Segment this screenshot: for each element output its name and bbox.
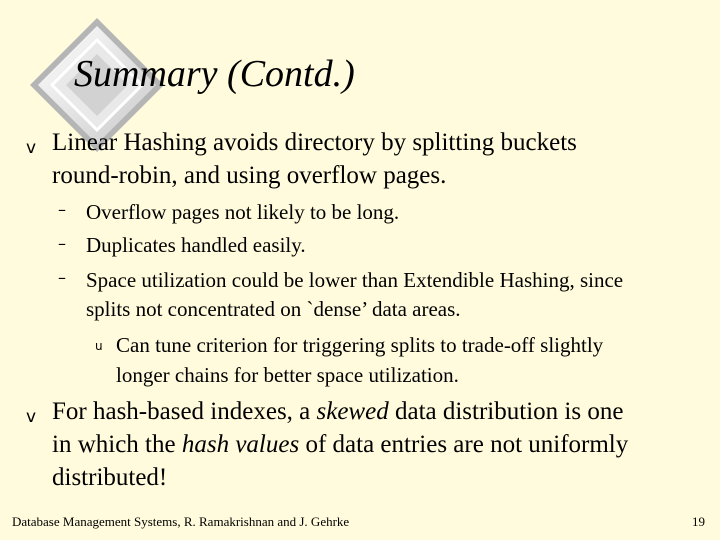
sub-sub-bullet-line-1: Can tune criterion for triggering splits to trade-off slightly (116, 333, 604, 357)
bullet-1-line-2: round-robin, and using overflow pages. (52, 162, 447, 189)
bullet-marker: v (26, 138, 37, 158)
bullet-2-line-2 (52, 428, 628, 461)
bullet-marker: v (26, 407, 37, 427)
bullet-2-line-1 (52, 395, 623, 428)
bullet-2-text: data distribution is one (388, 398, 624, 425)
footer-credit: Database Management Systems, R. Ramakrishnan and J. Gehrke (12, 514, 350, 529)
emphasis-hash-values: hash values (181, 431, 300, 458)
page-number: 19 (692, 514, 705, 529)
bullet-1-line-1: Linear Hashing avoids directory by splitting buckets (52, 129, 577, 156)
emphasis-skewed: skewed (316, 398, 389, 425)
sub-bullet-1: Overflow pages not likely to be long. (86, 200, 400, 224)
bullet-2-text: For hash-based indexes, a (52, 398, 317, 425)
sub-bullet-3-line-1: Space utilization could be lower than Extendible Hashing, since (86, 268, 624, 292)
sub-sub-bullet-line-2: longer chains for better space utilization. (116, 363, 459, 387)
sub-bullet-3-line-2: splits not concentrated on `dense’ data areas. (86, 297, 461, 321)
square-marker: u (95, 339, 103, 353)
bullet-2-text: in which the (52, 431, 182, 458)
sub-bullet-2: Duplicates handled easily. (86, 233, 306, 257)
dash-marker: – (58, 200, 66, 219)
dash-marker: – (58, 268, 66, 287)
bullet-2-line-3: distributed! (52, 464, 168, 491)
dash-marker: – (58, 234, 66, 253)
slide-title: Summary (Contd.) (74, 53, 355, 95)
bullet-2-text: of data entries are not uniformly (299, 431, 629, 458)
